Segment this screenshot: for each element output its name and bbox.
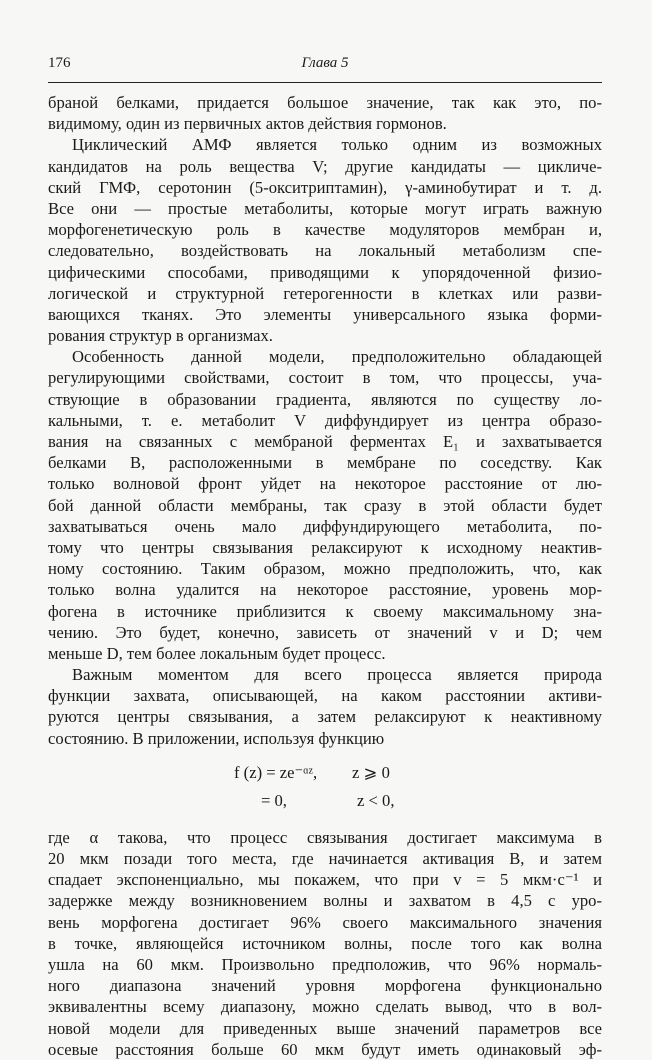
- text-line: эквивалентны всему диапазону, можно сделать вывод, что в вол-: [48, 997, 602, 1017]
- text-line: меньше D, тем более локальным будет процесс.: [48, 643, 386, 663]
- text-line: цифическими способами, приводящими к упорядоченной физио-: [48, 262, 602, 282]
- text-line: где α такова, что процесс связывания достигает максимума в: [48, 827, 602, 847]
- text-line: белками B, расположенными в мембране по соседству. Как: [48, 453, 602, 473]
- text-line: задержке между возникновением волны и захватом в 4,5 с уро-: [48, 891, 602, 911]
- text-line: функции захвата, описывающей, на каком расстоянии активи-: [48, 686, 602, 706]
- page-body: [48, 92, 602, 1060]
- text-line: регулирующими свойствами, состоит в том, что процессы, уча-: [48, 368, 602, 388]
- text-line: только волновой фронт уйдет на некоторое расстояние от лю-: [48, 474, 602, 494]
- text-line: тому что центры связывания релаксируют к исходному неактив-: [48, 537, 602, 557]
- text-line: чению. Это будет, конечно, зависеть от значений v и D; чем: [48, 622, 602, 642]
- text-line: захватываться очень мало диффундирующего метаболита, по-: [48, 516, 602, 536]
- text-line: вающихся тканях. Это элементы универсального языка форми-: [48, 304, 602, 324]
- chapter-title: Глава 5: [301, 55, 349, 71]
- text-line: только волна удалится на некоторое расстояние, уровень мор-: [48, 580, 602, 600]
- text-line: фогена в источнике приблизится к своему максимальному зна-: [48, 601, 602, 621]
- text-line: кандидатов на роль вещества V; другие кандидаты — цикличе-: [48, 156, 602, 176]
- text-line: ствующие в образовании градиента, являются по существу ло-: [48, 389, 602, 409]
- text-line: видимому, один из первичных актов действия гормонов.: [48, 114, 447, 134]
- text-line: в точке, являющейся источником волны, после того как волна: [48, 933, 602, 953]
- running-header: [48, 55, 602, 77]
- formula-row2-right: z < 0,: [357, 790, 395, 810]
- text-line: осевые расстояния больше 60 мкм будут иметь одинаковый эф-: [48, 1039, 602, 1059]
- text-line: вень морфогена достигает 96% своего максимального значения: [48, 912, 602, 932]
- text-line: Особенность данной модели, предположительно обладающей: [72, 347, 602, 367]
- text-line: руются центры связывания, а затем релаксируют к неактивному: [48, 707, 602, 727]
- text-line: морфогенетическую роль в качестве модуляторов мембран и,: [48, 220, 602, 240]
- text-line: ного диапазона значений уровня морфогена функционально: [48, 976, 602, 996]
- formula-row2-left: = 0,: [261, 790, 287, 810]
- text-line: вания на связанных с мембраной ферментах E₁ и захватывается: [48, 432, 602, 451]
- text-line: новой модели для приведенных выше значений параметров все: [48, 1018, 602, 1038]
- text-line: ский ГМФ, серотонин (5-окситриптамин), γ-аминобутират и т. д.: [48, 177, 602, 197]
- page-number: 176: [48, 55, 71, 71]
- text-line: состоянию. В приложении, используя функцию: [48, 728, 385, 748]
- text-line: ному состоянию. Таким образом, можно предположить, что, как: [48, 559, 602, 579]
- header-rule: [48, 82, 602, 83]
- text-line: логической и структурной гетерогенности в клетках или разви-: [48, 283, 602, 303]
- text-line: рования структур в организмах.: [48, 326, 273, 346]
- text-line: кальными, т. е. метаболит V диффундирует из центра образо-: [48, 410, 602, 430]
- text-line: браной белками, придается большое значение, так как это, по-: [48, 93, 602, 112]
- text-line: Все они — простые метаболиты, которые могут играть важную: [48, 198, 602, 218]
- text-line: следовательно, воздействовать на локальный метаболизм спе-: [48, 241, 602, 261]
- text-line: ушла на 60 мкм. Произвольно предположив, что 96% нормаль-: [48, 954, 602, 974]
- text-line: бой данной области мембраны, так сразу в этой области будет: [48, 495, 602, 515]
- capture-function-formula: [48, 755, 602, 817]
- formula-row1-right: z ⩾ 0: [352, 762, 390, 782]
- text-line: Циклический АМФ является только одним из возможных: [72, 135, 602, 155]
- text-line: 20 мкм позади того места, где начинается активация B, и затем: [48, 849, 602, 868]
- formula-row1-left: f (z) = ze⁻ᵅᶻ,: [234, 762, 318, 782]
- text-line: спадает экспоненциально, мы покажем, что при v = 5 мкм·с⁻¹ и: [48, 870, 602, 890]
- text-line: Важным моментом для всего процесса является природа: [72, 665, 602, 685]
